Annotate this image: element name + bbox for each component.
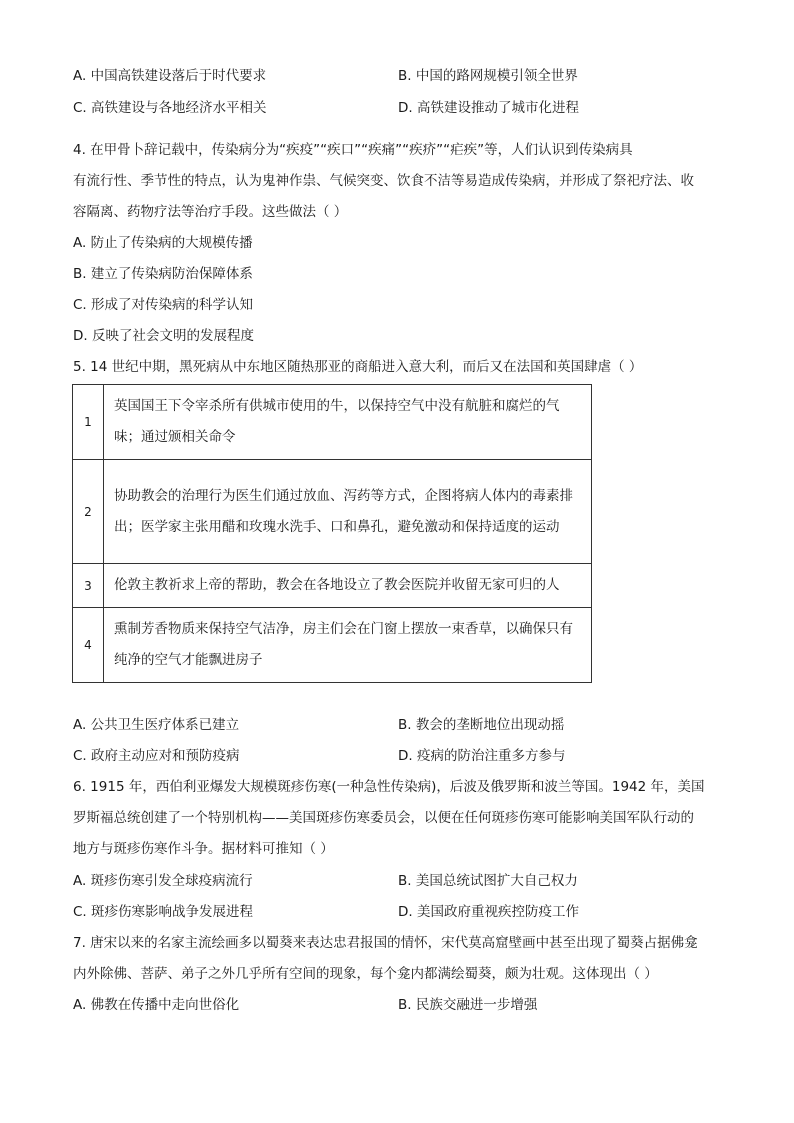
row-text: 熏制芳香物质来保持空气洁净，房主们会在门窗上摆放一束香草，以确保只有纯净的空气才能飘进房子 (104, 608, 592, 683)
q4-option-d: D. 反映了社会文明的发展程度 (73, 328, 254, 344)
row-text: 英国国王下令宰杀所有供城市使用的牛，以保持空气中没有航脏和腐烂的气味；通过颁相关命令 (104, 385, 592, 460)
q7-stem-line-2: 内外除佛、菩萨、弟子之外几乎所有空间的现象，每个龛内都满绘蜀葵，颇为壮观。这体现出（ ） (73, 966, 658, 982)
row-number: 2 (73, 460, 104, 564)
q3-option-d: D. 高铁建设推动了城市化进程 (398, 100, 579, 116)
q6-stem-line-1: 6. 1915 年，西伯利亚爆发大规模斑疹伤寒(一种急性传染病)，后波及俄罗斯和波兰等国。1942 年，美国 (73, 779, 705, 795)
q6-option-b: B. 美国总统试图扩大自己权力 (398, 873, 578, 889)
q6-option-c: C. 斑疹伤寒影响战争发展进程 (73, 904, 254, 920)
q4-option-b: B. 建立了传染病防治保障体系 (73, 266, 253, 282)
q3-option-a: A. 中国高铁建设落后于时代要求 (73, 68, 267, 84)
row-number: 1 (73, 385, 104, 460)
q4-option-c: C. 形成了对传染病的科学认知 (73, 297, 254, 313)
q6-option-a: A. 斑疹伤寒引发全球疫病流行 (73, 873, 253, 889)
q7-option-b: B. 民族交融进一步增强 (398, 997, 538, 1013)
q5-stem: 5. 14 世纪中期，黑死病从中东地区随热那亚的商船进入意大利，而后又在法国和英国肆虐（ ） (73, 359, 643, 375)
row-number: 4 (73, 608, 104, 683)
table-row (73, 385, 592, 460)
table-row (73, 608, 592, 683)
table-row (73, 460, 592, 564)
table-row (73, 564, 592, 608)
q4-stem-line-1: 4. 在甲骨卜辞记载中，传染病分为“疾疫”“疾口”“疾痛”“疾疥”“疟疾”等，人们认识到传染病具 (73, 142, 633, 158)
q5-option-c: C. 政府主动应对和预防疫病 (73, 748, 240, 764)
q4-stem-line-2: 有流行性、季节性的特点，认为鬼神作祟、气候突变、饮食不洁等易造成传染病，并形成了祭祀疗法、收 (73, 173, 694, 189)
q7-option-a: A. 佛教在传播中走向世俗化 (73, 997, 240, 1013)
q4-stem-line-3: 容隔离、药物疗法等治疗手段。这些做法（ ） (73, 204, 348, 220)
q5-option-a: A. 公共卫生医疗体系已建立 (73, 717, 240, 733)
q6-stem-line-2: 罗斯福总统创建了一个特别机构——美国斑疹伤寒委员会，以便在任何斑疹伤寒可能影响美国军队行动的 (73, 810, 694, 826)
q6-stem-line-3: 地方与斑疹伤寒作斗争。据材料可推知（ ） (73, 841, 334, 857)
q5-material-table (72, 384, 592, 683)
row-text: 伦敦主教祈求上帝的帮助，教会在各地设立了教会医院并收留无家可归的人 (104, 564, 592, 608)
q3-option-b: B. 中国的路网规模引领全世界 (398, 68, 578, 84)
q7-stem-line-1: 7. 唐宋以来的名家主流绘画多以蜀葵来表达忠君报国的情怀，宋代莫高窟壁画中甚至出现了蜀葵占据佛龛 (73, 935, 698, 951)
q6-option-d: D. 美国政府重视疾控防疫工作 (398, 904, 579, 920)
q5-option-d: D. 疫病的防治注重多方参与 (398, 748, 566, 764)
row-text: 协助教会的治理行为医生们通过放血、泻药等方式，企图将病人体内的毒素排出；医学家主张用醋和玫瑰水洗手、口和鼻孔，避免激动和保持适度的运动 (104, 460, 592, 564)
row-number: 3 (73, 564, 104, 608)
q4-option-a: A. 防止了传染病的大规模传播 (73, 235, 253, 251)
q3-option-c: C. 高铁建设与各地经济水平相关 (73, 100, 267, 116)
q5-option-b: B. 教会的垄断地位出现动摇 (398, 717, 565, 733)
